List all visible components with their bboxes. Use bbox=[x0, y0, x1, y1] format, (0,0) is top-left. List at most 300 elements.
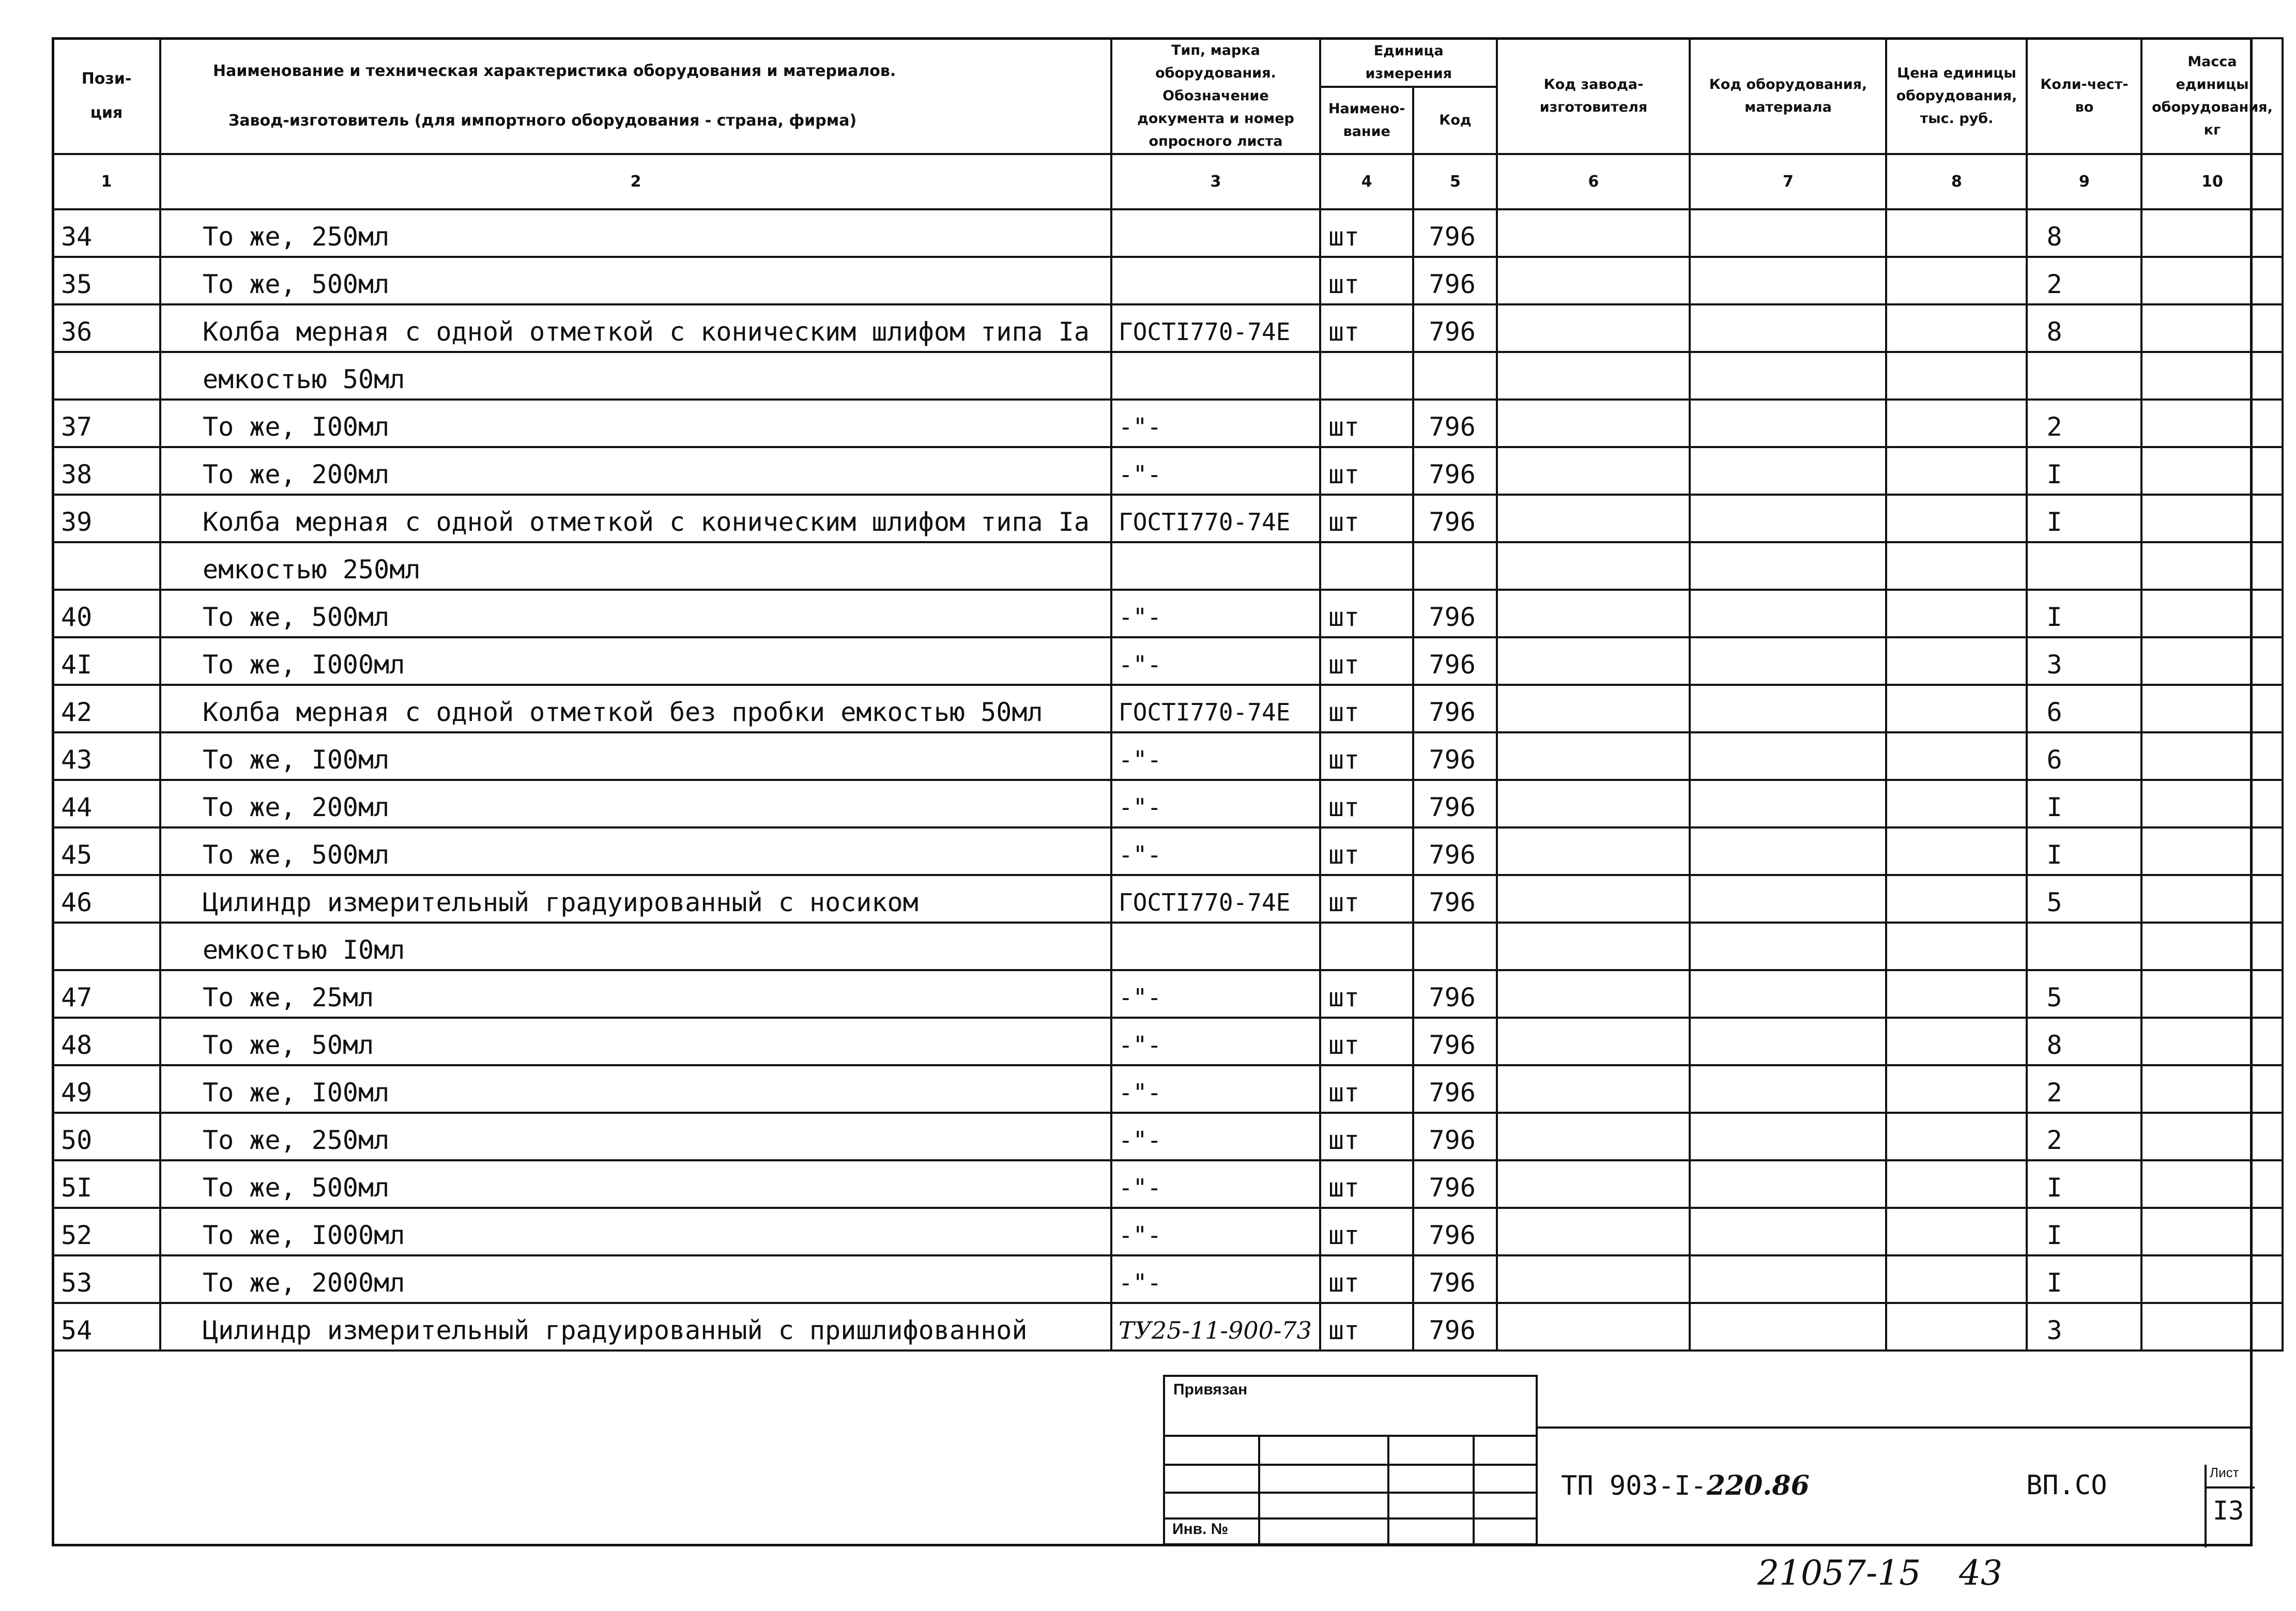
quantity-cell: 2 bbox=[2027, 257, 2141, 304]
plant-code-cell bbox=[1497, 1113, 1690, 1160]
name-cell: То же, 500мл bbox=[160, 1160, 1111, 1208]
quantity-cell: 2 bbox=[2027, 400, 2141, 447]
name-cell: То же, I000мл bbox=[160, 1208, 1111, 1255]
header-unit-group: Единица измерения bbox=[1320, 38, 1497, 87]
unit-name-cell: шт bbox=[1320, 1160, 1414, 1208]
standard-cell bbox=[1111, 923, 1320, 970]
name-cell: То же, 500мл bbox=[160, 257, 1111, 304]
table-row bbox=[53, 923, 2283, 970]
column-number: 7 bbox=[1690, 154, 1886, 209]
header-plant-code: Код завода-изготовителя bbox=[1497, 38, 1690, 154]
column-number: 9 bbox=[2027, 154, 2141, 209]
quantity-cell: I bbox=[2027, 1255, 2141, 1303]
column-number: 5 bbox=[1413, 154, 1497, 209]
column-number: 8 bbox=[1886, 154, 2027, 209]
plant-code-cell bbox=[1497, 970, 1690, 1018]
quantity-cell bbox=[2027, 352, 2141, 400]
unit-code-cell: 796 bbox=[1413, 1113, 1497, 1160]
equipment-code-cell bbox=[1690, 590, 1886, 637]
table-row bbox=[53, 637, 2283, 685]
unit-name-cell: шт bbox=[1320, 685, 1414, 732]
table-row bbox=[53, 1113, 2283, 1160]
table-row bbox=[53, 1065, 2283, 1113]
plant-code-cell bbox=[1497, 400, 1690, 447]
unit-code-cell: 796 bbox=[1413, 400, 1497, 447]
unit-name-cell: шт bbox=[1320, 495, 1414, 542]
unit-code-cell: 796 bbox=[1413, 732, 1497, 780]
equipment-code-cell bbox=[1690, 495, 1886, 542]
column-numbers-row bbox=[53, 154, 2283, 209]
unit-code-cell: 796 bbox=[1413, 304, 1497, 352]
quantity-cell: 8 bbox=[2027, 304, 2141, 352]
quantity-cell: 6 bbox=[2027, 732, 2141, 780]
position-cell: 40 bbox=[53, 590, 160, 637]
equipment-code-cell bbox=[1690, 400, 1886, 447]
price-cell bbox=[1886, 780, 2027, 827]
attachment-stamp bbox=[1163, 1375, 1538, 1545]
price-cell bbox=[1886, 827, 2027, 875]
position-cell: 44 bbox=[53, 780, 160, 827]
position-cell: 35 bbox=[53, 257, 160, 304]
equipment-code-cell bbox=[1690, 1303, 1886, 1351]
archive-number: 21057-15 bbox=[1757, 1553, 1921, 1593]
unit-name-cell: шт bbox=[1320, 304, 1414, 352]
name-cell: емкостью I0мл bbox=[160, 923, 1111, 970]
position-cell: 45 bbox=[53, 827, 160, 875]
unit-name-cell: шт bbox=[1320, 447, 1414, 495]
unit-name-cell: шт bbox=[1320, 1065, 1414, 1113]
plant-code-cell bbox=[1497, 780, 1690, 827]
mass-cell bbox=[2141, 780, 2283, 827]
price-cell bbox=[1886, 875, 2027, 923]
quantity-cell: I bbox=[2027, 1208, 2141, 1255]
name-cell: То же, 200мл bbox=[160, 780, 1111, 827]
price-cell bbox=[1886, 923, 2027, 970]
equipment-code-cell bbox=[1690, 780, 1886, 827]
quantity-cell: 8 bbox=[2027, 1018, 2141, 1065]
unit-name-cell: шт bbox=[1320, 970, 1414, 1018]
unit-code-cell: 796 bbox=[1413, 495, 1497, 542]
equipment-code-cell bbox=[1690, 732, 1886, 780]
quantity-cell: I bbox=[2027, 1160, 2141, 1208]
unit-code-cell: 796 bbox=[1413, 780, 1497, 827]
standard-cell: -"- bbox=[1111, 1113, 1320, 1160]
name-cell: То же, 250мл bbox=[160, 209, 1111, 257]
table-row bbox=[53, 304, 2283, 352]
unit-code-cell: 796 bbox=[1413, 875, 1497, 923]
table-row bbox=[53, 495, 2283, 542]
inventory-label: Инв. № bbox=[1172, 1521, 1229, 1538]
price-cell bbox=[1886, 400, 2027, 447]
page-number: 43 bbox=[1959, 1553, 2002, 1593]
equipment-code-cell bbox=[1690, 685, 1886, 732]
plant-code-cell bbox=[1497, 257, 1690, 304]
mass-cell bbox=[2141, 1303, 2283, 1351]
document-code: ТП 903-I-220.86 bbox=[1561, 1470, 1810, 1501]
plant-code-cell bbox=[1497, 447, 1690, 495]
unit-code-cell: 796 bbox=[1413, 1160, 1497, 1208]
equipment-code-cell bbox=[1690, 542, 1886, 590]
unit-code-cell: 796 bbox=[1413, 637, 1497, 685]
plant-code-cell bbox=[1497, 1065, 1690, 1113]
equipment-code-cell bbox=[1690, 352, 1886, 400]
header-mass: Масса единицы оборудования, кг bbox=[2141, 38, 2283, 154]
mass-cell bbox=[2141, 590, 2283, 637]
equipment-code-cell bbox=[1690, 447, 1886, 495]
position-cell: 50 bbox=[53, 1113, 160, 1160]
table-row bbox=[53, 542, 2283, 590]
price-cell bbox=[1886, 637, 2027, 685]
equipment-code-cell bbox=[1690, 257, 1886, 304]
quantity-cell: I bbox=[2027, 827, 2141, 875]
mass-cell bbox=[2141, 923, 2283, 970]
price-cell bbox=[1886, 1018, 2027, 1065]
equipment-code-cell bbox=[1690, 827, 1886, 875]
position-cell: 54 bbox=[53, 1303, 160, 1351]
table-row bbox=[53, 1018, 2283, 1065]
table-header bbox=[53, 38, 2283, 209]
quantity-cell: 3 bbox=[2027, 1303, 2141, 1351]
header-price: Цена единицы оборудования, тыс. руб. bbox=[1886, 38, 2027, 154]
standard-cell: ГОСТI770-74Е bbox=[1111, 304, 1320, 352]
equipment-code-cell bbox=[1690, 1113, 1886, 1160]
position-cell bbox=[53, 542, 160, 590]
price-cell bbox=[1886, 1208, 2027, 1255]
price-cell bbox=[1886, 970, 2027, 1018]
unit-name-cell: шт bbox=[1320, 1018, 1414, 1065]
quantity-cell: 3 bbox=[2027, 637, 2141, 685]
mass-cell bbox=[2141, 1018, 2283, 1065]
equipment-code-cell bbox=[1690, 209, 1886, 257]
standard-cell bbox=[1111, 209, 1320, 257]
column-number: 10 bbox=[2141, 154, 2283, 209]
unit-code-cell bbox=[1413, 923, 1497, 970]
table-row bbox=[53, 1208, 2283, 1255]
plant-code-cell bbox=[1497, 1160, 1690, 1208]
header-name: Наименование и техническая характеристика оборудования и материалов. Завод-изготовитель (для импортного оборудования - страна, фирма) bbox=[160, 38, 1111, 154]
position-cell: 34 bbox=[53, 209, 160, 257]
price-cell bbox=[1886, 1113, 2027, 1160]
name-cell: Цилиндр измерительный градуированный с носиком bbox=[160, 875, 1111, 923]
unit-code-cell: 796 bbox=[1413, 1018, 1497, 1065]
name-cell: То же, I000мл bbox=[160, 637, 1111, 685]
table-row bbox=[53, 732, 2283, 780]
mass-cell bbox=[2141, 352, 2283, 400]
price-cell bbox=[1886, 732, 2027, 780]
equipment-code-cell bbox=[1690, 970, 1886, 1018]
document-suffix: ВП.СО bbox=[2026, 1470, 2107, 1501]
unit-name-cell: шт bbox=[1320, 209, 1414, 257]
column-number: 1 bbox=[53, 154, 160, 209]
unit-code-cell: 796 bbox=[1413, 685, 1497, 732]
unit-code-cell bbox=[1413, 542, 1497, 590]
quantity-cell: I bbox=[2027, 447, 2141, 495]
table-row bbox=[53, 209, 2283, 257]
column-number: 3 bbox=[1111, 154, 1320, 209]
unit-name-cell: шт bbox=[1320, 732, 1414, 780]
table-row bbox=[53, 1160, 2283, 1208]
table-row bbox=[53, 400, 2283, 447]
equipment-code-cell bbox=[1690, 923, 1886, 970]
plant-code-cell bbox=[1497, 685, 1690, 732]
unit-code-cell: 796 bbox=[1413, 1208, 1497, 1255]
table-body bbox=[53, 209, 2283, 1351]
price-cell bbox=[1886, 495, 2027, 542]
quantity-cell: 6 bbox=[2027, 685, 2141, 732]
price-cell bbox=[1886, 352, 2027, 400]
quantity-cell: I bbox=[2027, 780, 2141, 827]
standard-cell: ГОСТI770-74Е bbox=[1111, 685, 1320, 732]
name-cell: емкостью 50мл bbox=[160, 352, 1111, 400]
name-cell: То же, I00мл bbox=[160, 732, 1111, 780]
header-equipment-code: Код оборудования, материала bbox=[1690, 38, 1886, 154]
mass-cell bbox=[2141, 1255, 2283, 1303]
plant-code-cell bbox=[1497, 495, 1690, 542]
column-number: 4 bbox=[1320, 154, 1414, 209]
table-row bbox=[53, 352, 2283, 400]
mass-cell bbox=[2141, 732, 2283, 780]
table-row bbox=[53, 257, 2283, 304]
unit-name-cell: шт bbox=[1320, 780, 1414, 827]
position-cell: 4I bbox=[53, 637, 160, 685]
price-cell bbox=[1886, 447, 2027, 495]
plant-code-cell bbox=[1497, 209, 1690, 257]
plant-code-cell bbox=[1497, 542, 1690, 590]
mass-cell bbox=[2141, 257, 2283, 304]
mass-cell bbox=[2141, 209, 2283, 257]
unit-code-cell: 796 bbox=[1413, 827, 1497, 875]
equipment-code-cell bbox=[1690, 1018, 1886, 1065]
plant-code-cell bbox=[1497, 352, 1690, 400]
equipment-code-cell bbox=[1690, 637, 1886, 685]
position-cell: 37 bbox=[53, 400, 160, 447]
equipment-code-cell bbox=[1690, 1208, 1886, 1255]
header-quantity: Коли-чест-во bbox=[2027, 38, 2141, 154]
table-row bbox=[53, 780, 2283, 827]
position-cell: 38 bbox=[53, 447, 160, 495]
mass-cell bbox=[2141, 875, 2283, 923]
unit-name-cell: шт bbox=[1320, 827, 1414, 875]
mass-cell bbox=[2141, 1065, 2283, 1113]
price-cell bbox=[1886, 304, 2027, 352]
table-row bbox=[53, 1255, 2283, 1303]
table-row bbox=[53, 827, 2283, 875]
quantity-cell: I bbox=[2027, 590, 2141, 637]
unit-name-cell bbox=[1320, 352, 1414, 400]
header-position: Пози- ция bbox=[53, 38, 160, 154]
name-cell: То же, 200мл bbox=[160, 447, 1111, 495]
plant-code-cell bbox=[1497, 637, 1690, 685]
price-cell bbox=[1886, 542, 2027, 590]
equipment-code-cell bbox=[1690, 875, 1886, 923]
name-cell: Колба мерная с одной отметкой с коническим шлифом типа Iа bbox=[160, 304, 1111, 352]
standard-cell: -"- bbox=[1111, 1255, 1320, 1303]
position-cell: 36 bbox=[53, 304, 160, 352]
unit-name-cell: шт bbox=[1320, 1303, 1414, 1351]
title-block bbox=[1538, 1426, 2253, 1548]
standard-cell: -"- bbox=[1111, 637, 1320, 685]
position-cell: 49 bbox=[53, 1065, 160, 1113]
position-cell bbox=[53, 923, 160, 970]
column-number: 2 bbox=[160, 154, 1111, 209]
unit-name-cell: шт bbox=[1320, 1208, 1414, 1255]
unit-code-cell: 796 bbox=[1413, 970, 1497, 1018]
standard-cell bbox=[1111, 257, 1320, 304]
unit-code-cell bbox=[1413, 352, 1497, 400]
plant-code-cell bbox=[1497, 590, 1690, 637]
price-cell bbox=[1886, 1160, 2027, 1208]
unit-code-cell: 796 bbox=[1413, 209, 1497, 257]
sheet-label: Лист bbox=[2210, 1465, 2239, 1480]
name-cell: Колба мерная с одной отметкой с коническим шлифом типа Iа bbox=[160, 495, 1111, 542]
mass-cell bbox=[2141, 637, 2283, 685]
quantity-cell: 2 bbox=[2027, 1065, 2141, 1113]
table-row bbox=[53, 447, 2283, 495]
unit-name-cell: шт bbox=[1320, 590, 1414, 637]
position-cell: 42 bbox=[53, 685, 160, 732]
standard-cell: -"- bbox=[1111, 447, 1320, 495]
plant-code-cell bbox=[1497, 827, 1690, 875]
header-unit-code: Код bbox=[1413, 87, 1497, 154]
table-row bbox=[53, 970, 2283, 1018]
quantity-cell: 2 bbox=[2027, 1113, 2141, 1160]
standard-cell: ГОСТI770-74Е bbox=[1111, 875, 1320, 923]
position-cell bbox=[53, 352, 160, 400]
unit-code-cell: 796 bbox=[1413, 1303, 1497, 1351]
sheet-number: I3 bbox=[2213, 1496, 2244, 1526]
unit-code-cell: 796 bbox=[1413, 1255, 1497, 1303]
standard-cell bbox=[1111, 542, 1320, 590]
price-cell bbox=[1886, 1303, 2027, 1351]
unit-name-cell bbox=[1320, 923, 1414, 970]
standard-cell: -"- bbox=[1111, 1018, 1320, 1065]
standard-cell: -"- bbox=[1111, 1065, 1320, 1113]
mass-cell bbox=[2141, 1113, 2283, 1160]
name-cell: То же, 2000мл bbox=[160, 1255, 1111, 1303]
column-number: 6 bbox=[1497, 154, 1690, 209]
position-cell: 48 bbox=[53, 1018, 160, 1065]
mass-cell bbox=[2141, 495, 2283, 542]
standard-cell: ГОСТI770-74Е bbox=[1111, 495, 1320, 542]
position-cell: 53 bbox=[53, 1255, 160, 1303]
unit-name-cell: шт bbox=[1320, 637, 1414, 685]
unit-code-cell: 796 bbox=[1413, 1065, 1497, 1113]
position-cell: 39 bbox=[53, 495, 160, 542]
standard-cell: ТУ25-11-900-73 bbox=[1111, 1303, 1320, 1351]
mass-cell bbox=[2141, 827, 2283, 875]
standard-cell: -"- bbox=[1111, 590, 1320, 637]
position-cell: 46 bbox=[53, 875, 160, 923]
plant-code-cell bbox=[1497, 1018, 1690, 1065]
standard-cell: -"- bbox=[1111, 970, 1320, 1018]
position-cell: 52 bbox=[53, 1208, 160, 1255]
table-row bbox=[53, 685, 2283, 732]
mass-cell bbox=[2141, 970, 2283, 1018]
name-cell: То же, I00мл bbox=[160, 1065, 1111, 1113]
standard-cell bbox=[1111, 352, 1320, 400]
header-unit-name: Наимено-вание bbox=[1320, 87, 1414, 154]
unit-code-cell: 796 bbox=[1413, 590, 1497, 637]
quantity-cell bbox=[2027, 923, 2141, 970]
name-cell: То же, 500мл bbox=[160, 590, 1111, 637]
position-cell: 5I bbox=[53, 1160, 160, 1208]
unit-name-cell: шт bbox=[1320, 1113, 1414, 1160]
name-cell: То же, 250мл bbox=[160, 1113, 1111, 1160]
attached-label: Привязан bbox=[1173, 1381, 1248, 1398]
position-cell: 43 bbox=[53, 732, 160, 780]
quantity-cell: 5 bbox=[2027, 970, 2141, 1018]
equipment-code-cell bbox=[1690, 304, 1886, 352]
name-cell: То же, 500мл bbox=[160, 827, 1111, 875]
table-row bbox=[53, 875, 2283, 923]
standard-cell: -"- bbox=[1111, 732, 1320, 780]
plant-code-cell bbox=[1497, 732, 1690, 780]
standard-cell: -"- bbox=[1111, 1208, 1320, 1255]
quantity-cell: I bbox=[2027, 495, 2141, 542]
quantity-cell bbox=[2027, 542, 2141, 590]
standard-cell: -"- bbox=[1111, 400, 1320, 447]
price-cell bbox=[1886, 1065, 2027, 1113]
plant-code-cell bbox=[1497, 1208, 1690, 1255]
header-type: Тип, марка оборудования. Обозначение документа и номер опросного листа bbox=[1111, 38, 1320, 154]
plant-code-cell bbox=[1497, 1303, 1690, 1351]
name-cell: Колба мерная с одной отметкой без пробки емкостью 50мл bbox=[160, 685, 1111, 732]
plant-code-cell bbox=[1497, 304, 1690, 352]
unit-name-cell: шт bbox=[1320, 400, 1414, 447]
unit-code-cell: 796 bbox=[1413, 257, 1497, 304]
mass-cell bbox=[2141, 685, 2283, 732]
quantity-cell: 8 bbox=[2027, 209, 2141, 257]
table-row bbox=[53, 1303, 2283, 1351]
equipment-code-cell bbox=[1690, 1160, 1886, 1208]
name-cell: То же, 25мл bbox=[160, 970, 1111, 1018]
standard-cell: -"- bbox=[1111, 1160, 1320, 1208]
table-row bbox=[53, 590, 2283, 637]
name-cell: емкостью 250мл bbox=[160, 542, 1111, 590]
plant-code-cell bbox=[1497, 1255, 1690, 1303]
standard-cell: -"- bbox=[1111, 780, 1320, 827]
equipment-code-cell bbox=[1690, 1255, 1886, 1303]
equipment-code-cell bbox=[1690, 1065, 1886, 1113]
mass-cell bbox=[2141, 1160, 2283, 1208]
price-cell bbox=[1886, 209, 2027, 257]
unit-code-cell: 796 bbox=[1413, 447, 1497, 495]
price-cell bbox=[1886, 590, 2027, 637]
name-cell: То же, 50мл bbox=[160, 1018, 1111, 1065]
standard-cell: -"- bbox=[1111, 827, 1320, 875]
mass-cell bbox=[2141, 1208, 2283, 1255]
quantity-cell: 5 bbox=[2027, 875, 2141, 923]
mass-cell bbox=[2141, 542, 2283, 590]
plant-code-cell bbox=[1497, 923, 1690, 970]
price-cell bbox=[1886, 685, 2027, 732]
specification-table bbox=[52, 37, 2284, 1352]
sheet-box bbox=[2205, 1465, 2255, 1547]
name-cell: То же, I00мл bbox=[160, 400, 1111, 447]
unit-name-cell: шт bbox=[1320, 1255, 1414, 1303]
unit-name-cell: шт bbox=[1320, 257, 1414, 304]
mass-cell bbox=[2141, 304, 2283, 352]
plant-code-cell bbox=[1497, 875, 1690, 923]
name-cell: Цилиндр измерительный градуированный с пришлифованной bbox=[160, 1303, 1111, 1351]
position-cell: 47 bbox=[53, 970, 160, 1018]
price-cell bbox=[1886, 1255, 2027, 1303]
price-cell bbox=[1886, 257, 2027, 304]
unit-name-cell bbox=[1320, 542, 1414, 590]
mass-cell bbox=[2141, 447, 2283, 495]
unit-name-cell: шт bbox=[1320, 875, 1414, 923]
mass-cell bbox=[2141, 400, 2283, 447]
